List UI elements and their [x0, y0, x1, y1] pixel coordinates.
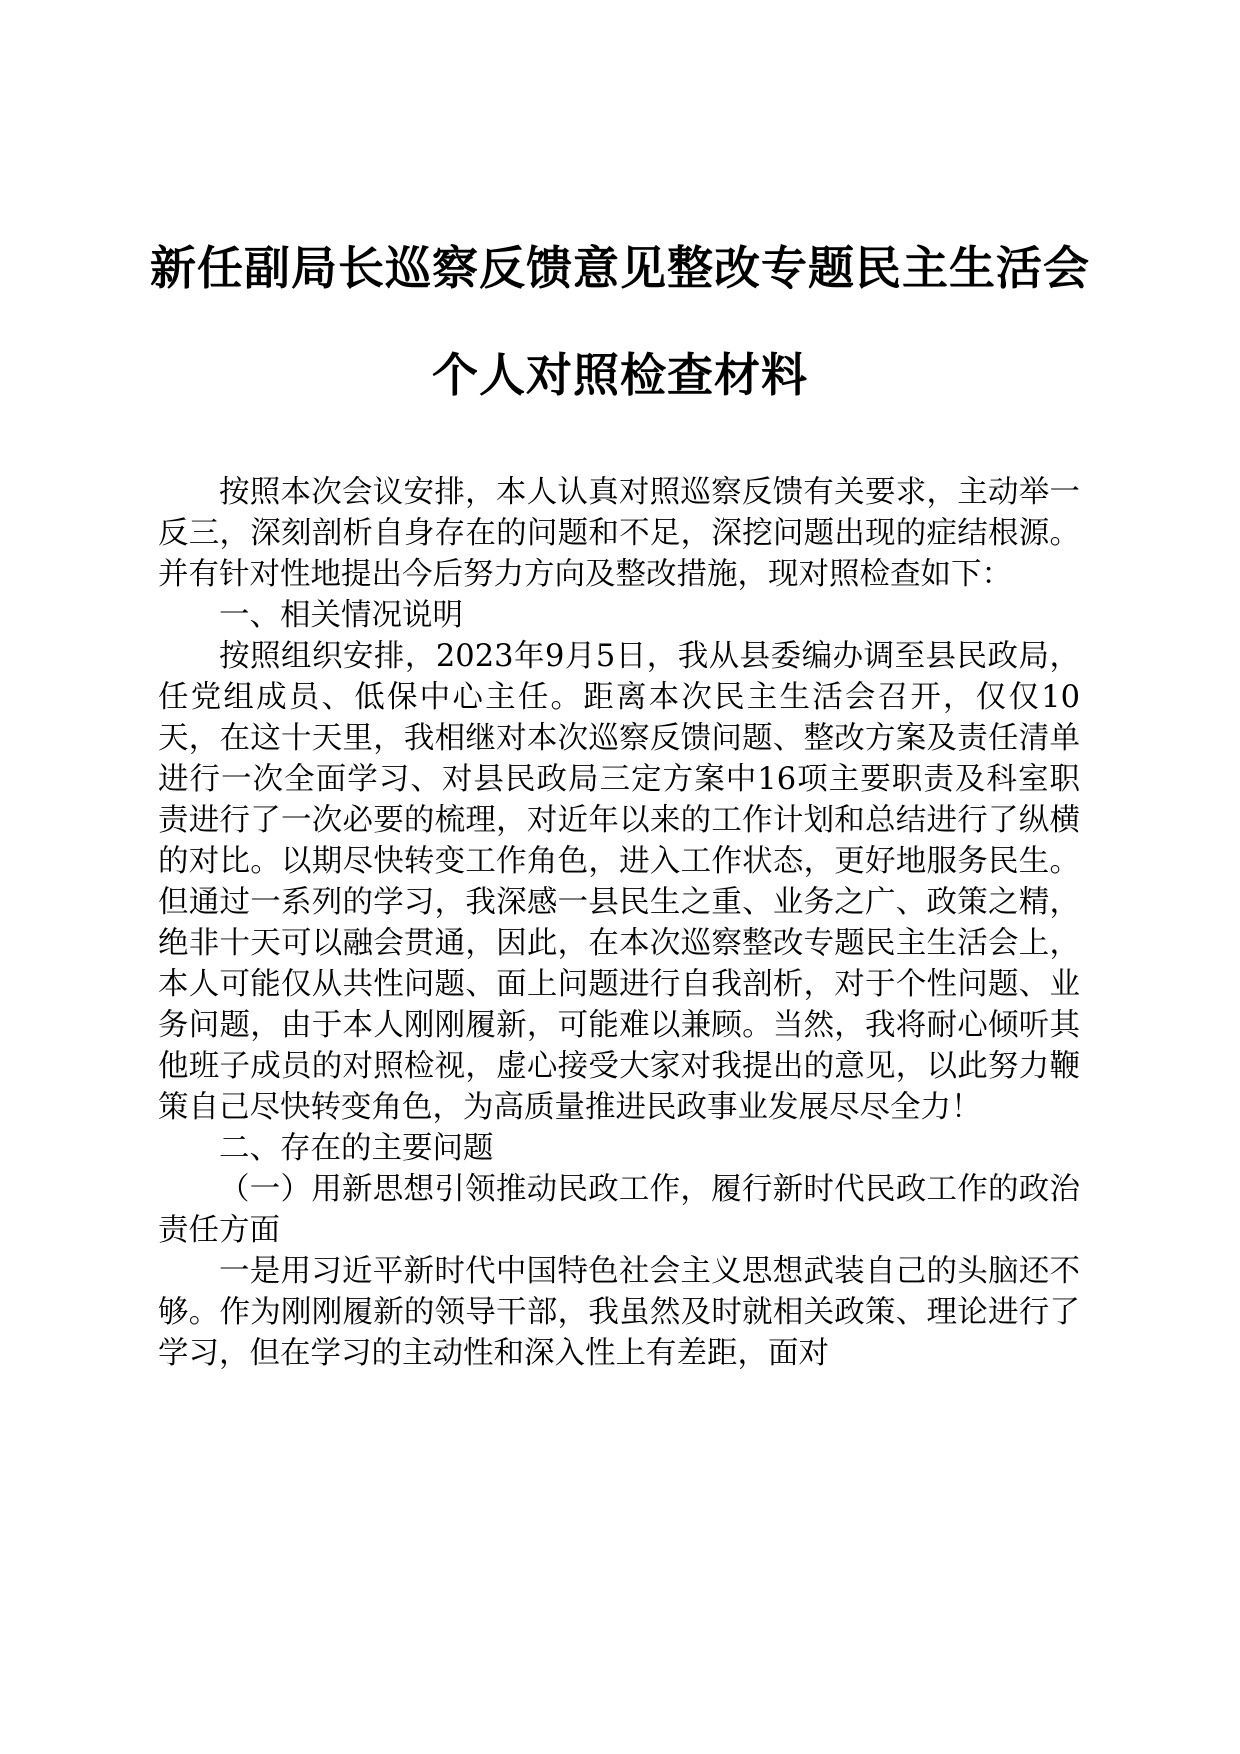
intro-paragraph: 按照本次会议安排，本人认真对照巡察反馈有关要求，主动举一反三，深刻剖析自身存在的问题和不足，深挖问题出现的症结根源。并有针对性地提出今后努力方向及整改措施，现对照检查如下：: [158, 475, 1080, 592]
document-title-line-1: 新任副局长巡察反馈意见整改专题民主生活会: [150, 241, 1090, 295]
subsection-1-paragraph: 一是用习近平新时代中国特色社会主义思想武装自己的头脑还不够。作为刚刚履新的领导干部，我虽然及时就相关政策、理论进行了学习，但在学习的主动性和深入性上有差距，面对: [158, 1254, 1080, 1371]
section-2-heading: 二、存在的主要问题: [219, 1131, 494, 1166]
section-1-paragraph: 按照组织安排，2023年9月5日，我从县委编办调至县民政局，任党组成员、低保中心主任。距离本次民主生活会召开，仅仅10天，在这十天里，我相继对本次巡察反馈问题、整改方案及责任清单进行一次全面学习、对县民政局三定方案中16项主要职责及科室职责进行了一次必要的梳理，对近年以来的工作计划和总结进行了纵横的对比。以期尽快转变工作角色，进入工作状态，更好地服务民生。但通过一系列的学习，我深感一县民生之重、业务之广、政策之精，绝非十天可以融会贯通，因此，在本次巡察整改专题民主生活会上，本人可能仅从共性问题、面上问题进行自我剖析，对于个性问题、业务问题，由于本人刚刚履新，可能难以兼顾。当然，我将耐心倾听其他班子成员的对照检视，虚心接受大家对我提出的意见，以此努力鞭策自己尽快转变角色，为高质量推进民政事业发展尽尽全力！: [158, 639, 1080, 1125]
document-body: [158, 472, 1080, 1374]
document-title-line-2: 个人对照检查材料: [432, 348, 808, 402]
section-1-heading: 一、相关情况说明: [219, 598, 463, 633]
subsection-1-heading: （一）用新思想引领推动民政工作，履行新时代民政工作的政治责任方面: [158, 1172, 1080, 1248]
